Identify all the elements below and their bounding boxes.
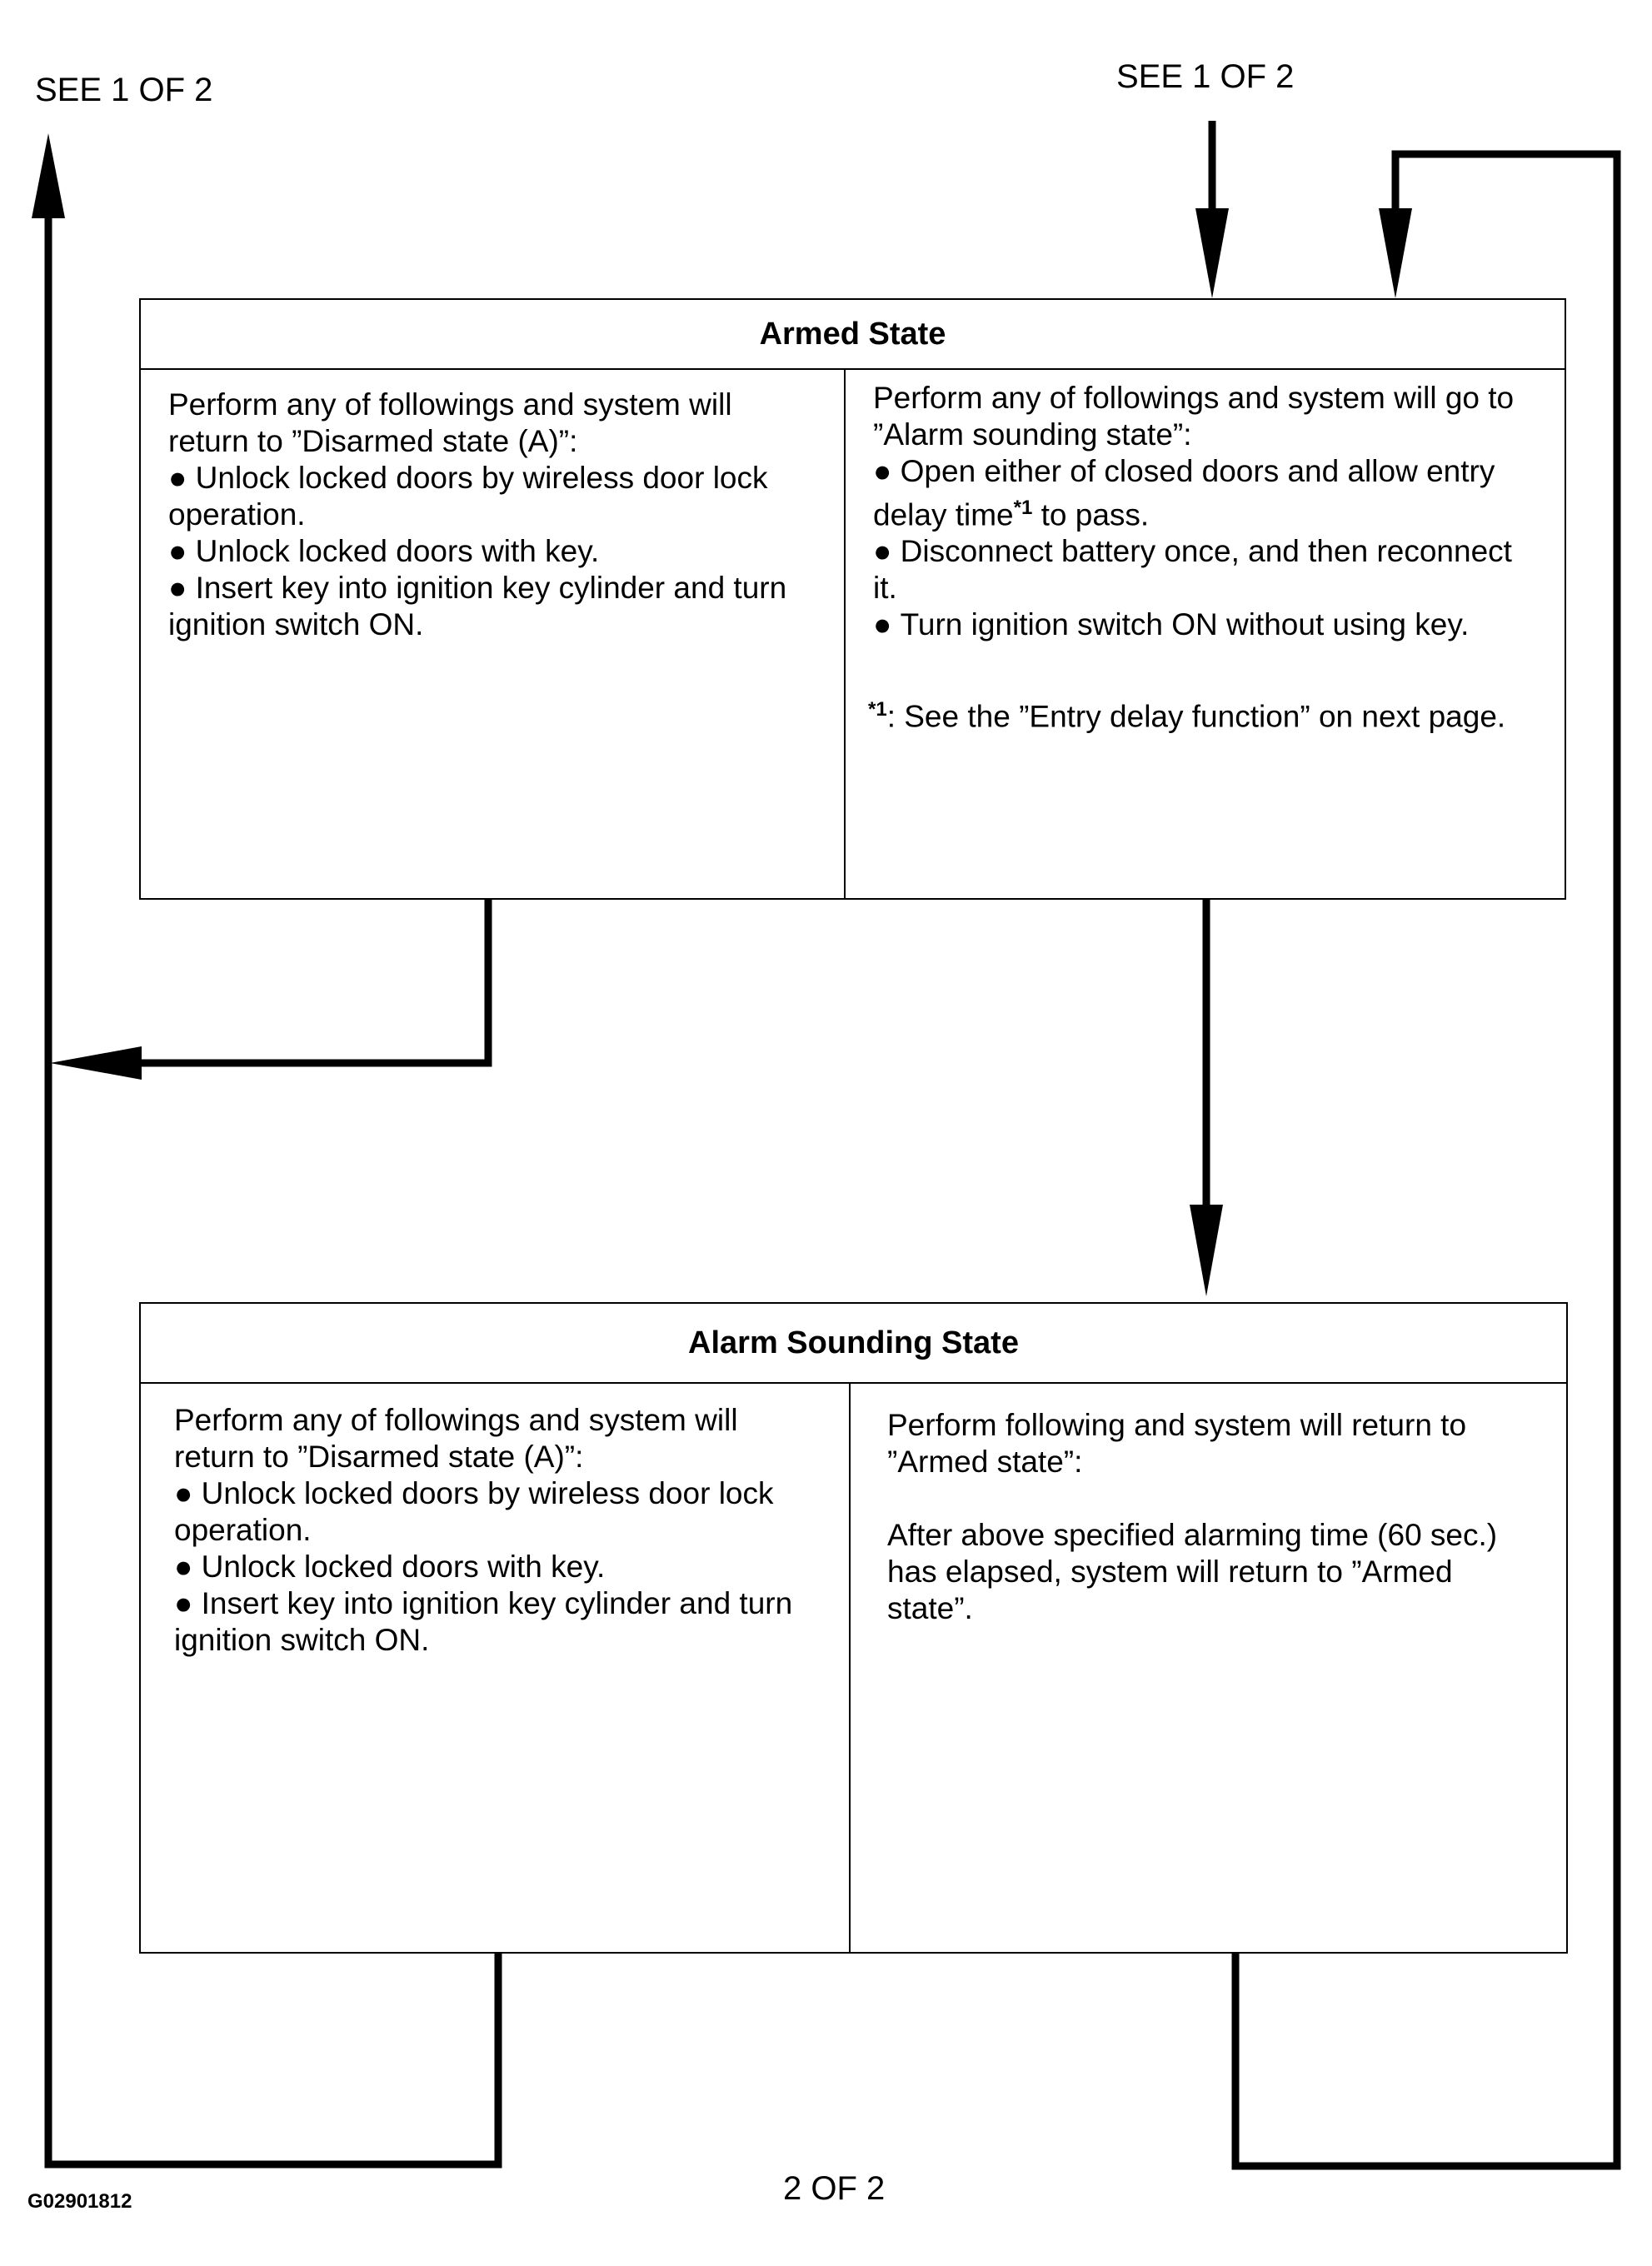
armed-state-alarm-conditions	[844, 370, 1565, 898]
arrowhead-left	[50, 1046, 142, 1080]
armed-left-item: ● Insert key into ignition key cylinder and turn ignition switch ON.	[168, 570, 812, 643]
armed-right-item: ● Disconnect battery once, and then reconnect it.	[873, 533, 1544, 606]
arrowhead-down-alarm	[1190, 1205, 1223, 1296]
arrowhead-down-entry	[1195, 208, 1229, 298]
alarm-sounding-state-box	[139, 1302, 1568, 1954]
armed-right-item	[873, 453, 1544, 533]
armed-state-disarm-conditions	[141, 370, 846, 898]
alarm-left-item: ● Insert key into ignition key cylinder and turn ignition switch ON.	[174, 1585, 817, 1659]
arrowhead-down-loop	[1379, 208, 1412, 298]
ref-label-top-right: SEE 1 OF 2	[1116, 58, 1295, 95]
armed-right-item1-text: Open either of closed doors and allow entry delay time	[873, 454, 1495, 532]
armed-footnote-text: : See the ”Entry delay function” on next page.	[886, 699, 1506, 734]
alarm-right-intro: Perform following and system will return to ”Armed state”:	[887, 1408, 1467, 1479]
alarm-sounding-state-title: Alarm Sounding State	[141, 1304, 1566, 1384]
alarm-left-item: ● Unlock locked doors with key.	[174, 1549, 817, 1585]
armed-right-item1-tail: to pass.	[1032, 497, 1150, 532]
armed-footnote-mark: *1	[868, 698, 887, 721]
armed-left-intro: Perform any of followings and system will return to ”Disarmed state (A)”:	[168, 387, 732, 458]
alarm-state-disarm-conditions	[141, 1384, 851, 1952]
armed-right-item: ● Turn ignition switch ON without using key.	[873, 606, 1544, 643]
armed-left-item: ● Unlock locked doors with key.	[168, 533, 812, 570]
armed-state-box	[139, 298, 1566, 900]
connector-armed-to-disarmed	[137, 900, 488, 1063]
armed-right-intro: Perform any of followings and system will go to ”Alarm sounding state”:	[873, 381, 1515, 452]
arrowhead-up	[32, 133, 65, 218]
armed-state-title: Armed State	[141, 300, 1565, 370]
alarm-left-intro: Perform any of followings and system will return to ”Disarmed state (A)”:	[174, 1403, 738, 1474]
armed-left-item: ● Unlock locked doors by wireless door lock operation.	[168, 460, 812, 533]
page-number: 2 OF 2	[783, 2170, 886, 2207]
alarm-right-text: After above specified alarming time (60 sec.) has elapsed, system will return to ”Armed state”.	[887, 1518, 1498, 1625]
alarm-state-armed-conditions	[847, 1384, 1566, 1952]
figure-id: G02901812	[27, 2190, 132, 2213]
alarm-left-item: ● Unlock locked doors by wireless door lock operation.	[174, 1475, 817, 1549]
ref-label-top-left: SEE 1 OF 2	[35, 72, 213, 108]
armed-footnote	[868, 691, 1544, 735]
armed-right-item1-sup: *1	[1013, 497, 1033, 519]
